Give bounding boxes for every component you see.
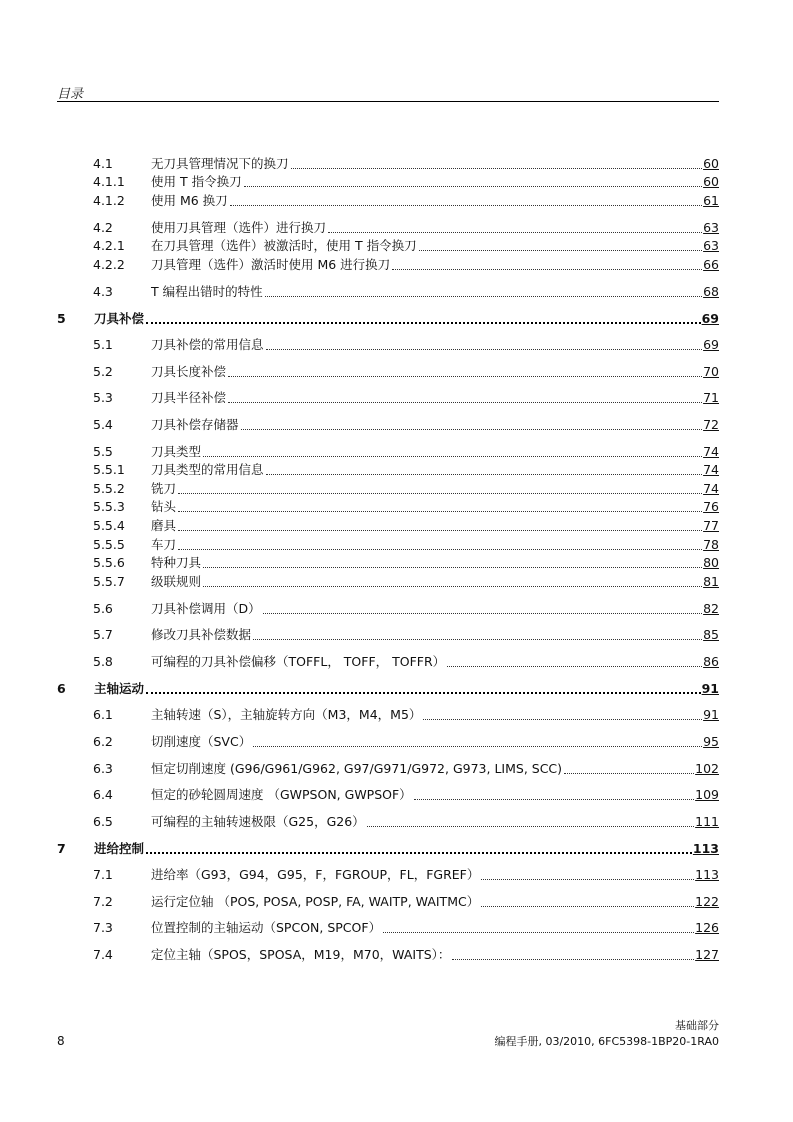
- toc-entry-title: 定位主轴（SPOS，SPOSA，M19，M70，WAITS）：: [151, 947, 451, 962]
- toc-entry-link[interactable]: [151, 461, 719, 479]
- toc-entry-link[interactable]: [151, 237, 719, 255]
- dot-leader: [328, 232, 702, 233]
- toc-entry-page-link[interactable]: 95: [703, 734, 719, 749]
- toc-entry-number: 6.4: [93, 787, 113, 802]
- dot-leader: [146, 852, 692, 854]
- toc-entry-title: T 编程出错时的特性: [151, 284, 263, 299]
- toc-entry-link[interactable]: [151, 760, 719, 778]
- dot-leader: [230, 205, 702, 206]
- toc-entry-link[interactable]: [151, 919, 719, 937]
- toc-entry-title: 可编程的主轴转速极限（G25，G26）: [151, 814, 365, 829]
- toc-entry-title: 磨具: [151, 518, 177, 533]
- toc-entry-link[interactable]: [151, 173, 719, 191]
- toc-entry[interactable]: [0, 866, 793, 884]
- toc-entry-page-link[interactable]: 126: [695, 920, 719, 935]
- toc-entry[interactable]: [0, 706, 793, 724]
- toc-entry-number: 6.5: [93, 814, 113, 829]
- toc-entry-title: 刀具管理（选件）激活时使用 M6 进行换刀: [151, 257, 391, 272]
- toc-entry-link[interactable]: [94, 680, 719, 698]
- toc-entry-page-link[interactable]: 69: [703, 337, 719, 352]
- toc-entry-link[interactable]: [151, 155, 719, 173]
- toc-entry-link[interactable]: [151, 733, 719, 751]
- toc-entry-title: 恒定的砂轮圆周速度 （GWPSON, GWPSOF）: [151, 787, 412, 802]
- toc-entry-number: 5.5.1: [93, 462, 125, 477]
- toc-entry[interactable]: [0, 680, 793, 698]
- toc-entry-number: 5.5.6: [93, 555, 125, 570]
- toc-entry-number: 4.3: [93, 284, 113, 299]
- dot-leader: [419, 250, 703, 251]
- dot-leader: [228, 376, 702, 377]
- dot-leader: [146, 692, 701, 694]
- dot-leader: [564, 773, 694, 774]
- toc-entry-title: 在刀具管理（选件）被激活时，使用 T 指令换刀: [151, 238, 417, 253]
- toc-entry-title: 可编程的刀具补偿偏移（TOFFL， TOFF， TOFFR）: [151, 654, 446, 669]
- dot-leader: [178, 511, 702, 512]
- dot-leader: [481, 906, 694, 907]
- toc-entry-page-link[interactable]: 68: [703, 284, 719, 299]
- toc-entry-link[interactable]: [151, 219, 719, 237]
- toc-entry-title: 进给控制: [94, 841, 145, 856]
- toc-entry-link[interactable]: [151, 536, 719, 554]
- dot-leader: [146, 322, 701, 324]
- toc-entry[interactable]: [0, 363, 793, 381]
- toc-entry-title: 车刀: [151, 537, 177, 552]
- toc-entry[interactable]: [0, 600, 793, 618]
- toc-entry[interactable]: [0, 946, 793, 964]
- dot-leader: [481, 879, 694, 880]
- dot-leader: [265, 296, 702, 297]
- footer-page-number: 8: [57, 1034, 65, 1048]
- toc-entry-link[interactable]: [151, 946, 719, 964]
- toc-entry-page-link[interactable]: 102: [695, 761, 719, 776]
- toc-entry-page-link[interactable]: 109: [695, 787, 719, 802]
- toc-entry-number: 6.2: [93, 734, 113, 749]
- toc-entry-number: 5.7: [93, 627, 113, 642]
- toc-entry[interactable]: [0, 893, 793, 911]
- toc-entry[interactable]: [0, 498, 793, 516]
- toc-entry-number: 5.5.5: [93, 537, 125, 552]
- toc-entry-link[interactable]: [151, 600, 719, 618]
- toc-entry[interactable]: [0, 256, 793, 274]
- toc-entry-number: 6.1: [93, 707, 113, 722]
- toc-entry-number: 4.2.1: [93, 238, 125, 253]
- toc-entry-link[interactable]: [151, 893, 719, 911]
- toc-entry-title: 无刀具管理情况下的换刀: [151, 156, 289, 171]
- toc-entry-page-link[interactable]: 91: [701, 681, 719, 696]
- toc-entry-title: 特种刀具: [151, 555, 202, 570]
- toc-entry[interactable]: [0, 480, 793, 498]
- toc-entry-page-link[interactable]: 78: [703, 537, 719, 552]
- toc-entry-link[interactable]: [151, 554, 719, 572]
- toc-entry-number: 5.1: [93, 337, 113, 352]
- toc-entry-page-link[interactable]: 60: [703, 174, 719, 189]
- toc-entry-link[interactable]: [151, 480, 719, 498]
- toc-entry-title: 刀具补偿调用（D）: [151, 601, 261, 616]
- toc-entry[interactable]: [0, 283, 793, 301]
- toc-entry-number: 5.4: [93, 417, 113, 432]
- toc-entry-page-link[interactable]: 86: [703, 654, 719, 669]
- dot-leader: [203, 586, 702, 587]
- toc-entry-link[interactable]: [151, 517, 719, 535]
- toc-entry[interactable]: [0, 554, 793, 572]
- toc-entry-number: 6.3: [93, 761, 113, 776]
- dot-leader: [367, 826, 694, 827]
- toc-entry-number: 5.5.4: [93, 518, 125, 533]
- toc-entry-number: 4.1: [93, 156, 113, 171]
- toc-entry-title: 使用刀具管理（选件）进行换刀: [151, 220, 327, 235]
- toc-entry[interactable]: [0, 653, 793, 671]
- toc-entry-number: 7.3: [93, 920, 113, 935]
- toc-entry-title: 位置控制的主轴运动（SPCON, SPCOF）: [151, 920, 382, 935]
- toc-entry-page-link[interactable]: 72: [703, 417, 719, 432]
- toc-entry[interactable]: [0, 461, 793, 479]
- toc-entry-title: 级联规则: [151, 574, 202, 589]
- dot-leader: [266, 349, 703, 350]
- toc-entry[interactable]: [0, 237, 793, 255]
- dot-leader: [253, 746, 702, 747]
- toc-entry[interactable]: [0, 536, 793, 554]
- toc-entry[interactable]: [0, 155, 793, 173]
- toc-entry-number: 4.1.2: [93, 193, 125, 208]
- toc-entry-title: 刀具类型的常用信息: [151, 462, 264, 477]
- toc-entry-page-link[interactable]: 63: [703, 238, 719, 253]
- toc-entry-page-link[interactable]: 74: [703, 481, 719, 496]
- toc-entry-page-link[interactable]: 74: [703, 462, 719, 477]
- dot-leader: [241, 429, 703, 430]
- toc-entry-title: 刀具补偿的常用信息: [151, 337, 264, 352]
- toc-entry-link[interactable]: [94, 310, 719, 328]
- toc-entry-page-link[interactable]: 91: [703, 707, 719, 722]
- toc-entry-title: 刀具半径补偿: [151, 390, 227, 405]
- toc-entry-page-link[interactable]: 69: [701, 311, 719, 326]
- toc-entry-number: 5.8: [93, 654, 113, 669]
- toc-entry[interactable]: [0, 517, 793, 535]
- toc-entry-number: 6: [57, 681, 66, 696]
- toc-entry-title: 主轴转速（S），主轴旋转方向（M3，M4，M5）: [151, 707, 422, 722]
- toc-entry-link[interactable]: [94, 840, 719, 858]
- dot-leader: [423, 719, 702, 720]
- toc-entry-title: 恒定切削速度 (G96/G961/G962, G97/G971/G972, G973, LIMS, SCC): [151, 761, 563, 776]
- toc-entry-title: 运行定位轴 （POS, POSA, POSP, FA, WAITP, WAITMC）: [151, 894, 480, 909]
- toc-entry-title: 使用 M6 换刀: [151, 193, 228, 208]
- toc-entry[interactable]: [0, 733, 793, 751]
- dot-leader: [383, 932, 694, 933]
- dot-leader: [178, 493, 702, 494]
- toc-entry-number: 5.2: [93, 364, 113, 379]
- toc-entry-page-link[interactable]: 85: [703, 627, 719, 642]
- toc-entry-title: 切削速度（SVC）: [151, 734, 252, 749]
- footer-manual-info: 编程手册, 03/2010, 6FC5398-1BP20-1RA0: [494, 1035, 719, 1048]
- toc-entry-number: 7.2: [93, 894, 113, 909]
- toc-entry[interactable]: [0, 760, 793, 778]
- toc-entry-page-link[interactable]: 127: [695, 947, 719, 962]
- dot-leader: [392, 269, 702, 270]
- toc-entry-page-link[interactable]: 122: [695, 894, 719, 909]
- toc-entry-title: 钻头: [151, 499, 177, 514]
- toc-entry[interactable]: [0, 813, 793, 831]
- toc-entry[interactable]: [0, 786, 793, 804]
- toc-entry-page-link[interactable]: 61: [703, 193, 719, 208]
- page-header-title: 目录: [57, 87, 84, 102]
- dot-leader: [178, 549, 702, 550]
- toc-entry-link[interactable]: [151, 626, 719, 644]
- toc-entry[interactable]: [0, 840, 793, 858]
- dot-leader: [414, 799, 694, 800]
- toc-entry-title: 主轴运动: [94, 681, 145, 696]
- toc-entry[interactable]: [0, 573, 793, 591]
- toc-entry[interactable]: [0, 336, 793, 354]
- toc-entry-page-link[interactable]: 63: [703, 220, 719, 235]
- toc-entry-link[interactable]: [151, 363, 719, 381]
- toc-entry-link[interactable]: [151, 389, 719, 407]
- toc-entry[interactable]: [0, 443, 793, 461]
- toc-entry-page-link[interactable]: 111: [695, 814, 719, 829]
- toc-entry[interactable]: [0, 310, 793, 328]
- dot-leader: [452, 959, 694, 960]
- toc-entry[interactable]: [0, 173, 793, 191]
- toc-entry-link[interactable]: [151, 653, 719, 671]
- toc-entry-number: 5.5: [93, 444, 113, 459]
- toc-entry-page-link[interactable]: 82: [703, 601, 719, 616]
- toc-entry-page-link[interactable]: 80: [703, 555, 719, 570]
- toc-entry-link[interactable]: [151, 283, 719, 301]
- toc-entry-link[interactable]: [151, 786, 719, 804]
- toc-entry-link[interactable]: [151, 813, 719, 831]
- toc-entry-title: 修改刀具补偿数据: [151, 627, 252, 642]
- toc-entry-number: 5.6: [93, 601, 113, 616]
- toc-entry-page-link[interactable]: 74: [703, 444, 719, 459]
- toc-entry-page-link[interactable]: 66: [703, 257, 719, 272]
- dot-leader: [203, 567, 702, 568]
- toc-entry-page-link[interactable]: 60: [703, 156, 719, 171]
- toc-entry[interactable]: [0, 389, 793, 407]
- toc-entry-page-link[interactable]: 76: [703, 499, 719, 514]
- dot-leader: [178, 530, 702, 531]
- dot-leader: [228, 402, 702, 403]
- toc-entry-title: 进给率（G93，G94，G95，F，FGROUP，FL，FGREF）: [151, 867, 480, 882]
- toc-entry-link[interactable]: [151, 192, 719, 210]
- dot-leader: [447, 666, 702, 667]
- header-rule: [57, 101, 719, 102]
- toc-entry-title: 使用 T 指令换刀: [151, 174, 242, 189]
- toc-entry-page-link[interactable]: 81: [703, 574, 719, 589]
- toc-entry-link[interactable]: [151, 443, 719, 461]
- toc-entry[interactable]: [0, 919, 793, 937]
- toc-entry[interactable]: [0, 192, 793, 210]
- toc-entry-number: 5: [57, 311, 66, 326]
- toc-entry-title: 刀具补偿: [94, 311, 145, 326]
- toc-entry-link[interactable]: [151, 416, 719, 434]
- toc-entry-number: 5.3: [93, 390, 113, 405]
- toc-entry[interactable]: [0, 626, 793, 644]
- toc-entry-link[interactable]: [151, 336, 719, 354]
- toc-entry-number: 5.5.2: [93, 481, 125, 496]
- toc-entry-link[interactable]: [151, 498, 719, 516]
- toc-entry-link[interactable]: [151, 866, 719, 884]
- toc-entry-page-link[interactable]: 77: [703, 518, 719, 533]
- toc-entry-number: 5.5.3: [93, 499, 125, 514]
- toc-entry-link[interactable]: [151, 706, 719, 724]
- footer-info: [494, 1018, 719, 1050]
- dot-leader: [263, 613, 702, 614]
- dot-leader: [253, 639, 702, 640]
- toc-entry-page-link[interactable]: 70: [703, 364, 719, 379]
- toc-entry-title: 刀具类型: [151, 444, 202, 459]
- toc-entry-title: 刀具补偿存储器: [151, 417, 239, 432]
- toc-entry-title: 铣刀: [151, 481, 177, 496]
- dot-leader: [203, 456, 702, 457]
- toc-entry-number: 5.5.7: [93, 574, 125, 589]
- dot-leader: [291, 168, 703, 169]
- toc-entry-number: 4.2: [93, 220, 113, 235]
- toc-entry-page-link[interactable]: 113: [692, 841, 719, 856]
- dot-leader: [266, 474, 703, 475]
- dot-leader: [244, 186, 703, 187]
- toc-entry[interactable]: [0, 416, 793, 434]
- toc-entry-page-link[interactable]: 113: [695, 867, 719, 882]
- toc-entry-number: 4.1.1: [93, 174, 125, 189]
- toc-entry-link[interactable]: [151, 573, 719, 591]
- toc-entry-title: 刀具长度补偿: [151, 364, 227, 379]
- toc-entry-number: 7.4: [93, 947, 113, 962]
- toc-entry-number: 7.1: [93, 867, 113, 882]
- toc-entry-number: 7: [57, 841, 66, 856]
- toc-entry-link[interactable]: [151, 256, 719, 274]
- toc-entry[interactable]: [0, 219, 793, 237]
- toc-entry-page-link[interactable]: 71: [703, 390, 719, 405]
- toc-entry-number: 4.2.2: [93, 257, 125, 272]
- footer-book-part: 基础部分: [675, 1019, 719, 1032]
